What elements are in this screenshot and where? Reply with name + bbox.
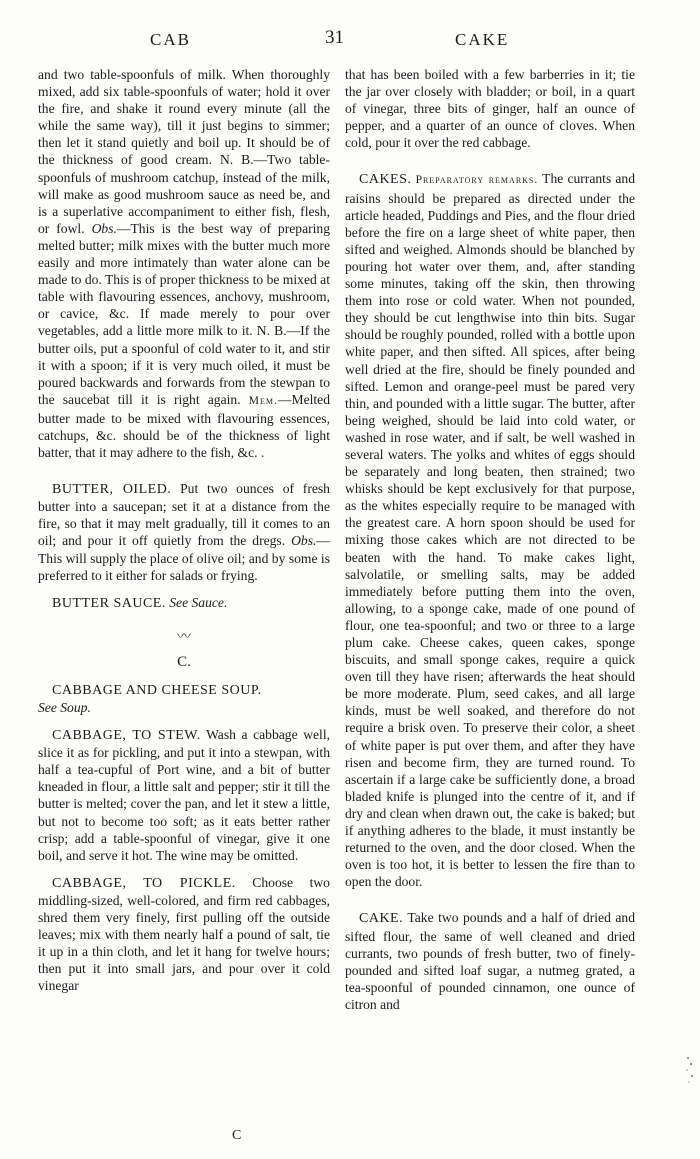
section-letter: C. xyxy=(177,653,191,670)
signature-mark: C xyxy=(232,1128,242,1143)
cake-text: Take two pounds and a half of dried and sifted flour, the same of well cleaned and dried currants, two pounds of fresh butter, two of finely-pounded and sifted loaf sugar, a nutmeg grated, a tea-spoonful of pounded cinnamon, one ounce of citron and xyxy=(345,910,635,1012)
melted-butter-continuation xyxy=(38,66,330,461)
obs-label: Obs. xyxy=(291,533,317,549)
cakes-subheading: Preparatory remarks. xyxy=(415,174,539,187)
cabbage-stew-text: Wash a cabbage well, slice it as for pickling, and put it into a stewpan, with half a tea-cupful of Port wine, and a bit of butter kneaded in flour, a little salt and pepper; stir it till the butter is melted; cover the pan, and let it stew a little, but not to become too soft; as it eats better rather crisp; add a table-spoonful of vinegar, give it one boil, and serve it hot. The wine may be omitted. xyxy=(38,727,331,863)
butter-oiled-heading: BUTTER, OILED. xyxy=(52,482,172,498)
mem-label: Mem. xyxy=(248,394,278,407)
melted-butter-obs: —This is the best way of preparing melted butter; milk mixes with the butter much more easily and more intimately than water alone can be made to do. This is of proper thickness to be mixed at table with flavouring essences, anchovy, mushroom, or cavice, &c. If made merely to pour over vegetables, add a little more milk to it. N. B.—If the butter oils, put a spoonful of cold water to it, and stir it with a spoon; if it is very much oiled, it must be poured backwards and forwards from the stewpan to the saucebat till it is right again. xyxy=(38,220,331,407)
butter-oiled-text: Put two ounces of fresh butter into a saucepan; set it at a distance from the fire, so that it may melt gradually, till it comes to an oil; and pour it off quietly from the dregs. xyxy=(38,481,330,549)
butter-sauce-cross-reference: See Sauce. xyxy=(169,594,228,610)
cabbage-cheese-soup-heading: CABBAGE AND CHEESE SOUP. xyxy=(52,682,262,698)
section-divider-ornament: 〰 xyxy=(177,629,191,645)
melted-butter-mem: —Melted butter made to be mixed with flavouring essences, catchups, &c. should be of the thickness of light batter, that it may adhere to the fish, &c. . xyxy=(38,391,331,461)
butter-sauce-heading: BUTTER SAUCE. xyxy=(52,595,166,611)
butter-sauce-entry xyxy=(38,594,330,612)
page-number: 31 xyxy=(325,27,344,48)
cake-entry xyxy=(345,909,635,1013)
cabbage-pickle-heading: CABBAGE, TO PICKLE. xyxy=(52,875,236,891)
header-guide-word-right: CAKE xyxy=(455,30,510,49)
melted-butter-text: and two table-spoonfuls of milk. When thoroughly mixed, add six table-spoonfuls of water; hold it over the fire, and shake it round every minute (all the while the same way), till it just begins to simmer; then let it stand quietly and boil up. It should be of the thickness of good cream. N. B.—Two table-spoonfuls of mushroom catchup, instead of the milk, will make as good mushroom sauce as need be, and is a superlative accompaniment to either fish, flesh, or fowl. xyxy=(38,67,330,236)
cabbage-stew-heading: CABBAGE, TO STEW. xyxy=(52,728,201,744)
page-edge-stain xyxy=(682,1052,696,1092)
cakes-heading: CAKES. xyxy=(359,172,412,188)
butter-oiled-entry xyxy=(38,480,330,584)
cabbage-pickle-continuation: that has been boiled with a few barberries in it; tie the jar over closely with bladder; or boil, in a quart of vinegar, three bits of ginger, half an ounce of pepper, and a quarter of an ounce of cloves. When cold, pour it over the red cabbage. xyxy=(345,67,635,151)
header-guide-word-left: CAB xyxy=(150,30,191,49)
cakes-text: The currants and raisins should be prepared as directed under the article headed, Puddings and Pies, and the flour dried before the fire on a large sheet of white paper, then sifted and weighed. Almonds should be blanched by pouring hot water over them, and, after standing some minutes, taking off the skin, then throwing them into rose or cold water. When not pounded, they should be cut lengthwise into thin bits. Sugar should be roughly pounded, rolled with a bottle upon white paper, and then sifted. All spices, after being well dried at the fire, should be finely pounded and sifted. Lemon and orange-peel must be pared very thin, and pounded with a little sugar. The butter, after being weighed, should be laid into cold water, or washed in rose water, and if salt, be well washed in several waters. The yolks and whites of eggs should be separately and long beaten, then strained; two whisks should be kept exclusively for that purpose, as the whites especially require to be managed with the greatest care. A horn spoon should be used for mixing those cakes which are not directed to be beaten with the hand. To make cakes light, salvolatile, or smelling salts, may be added immediately before putting them into the oven, allowing, to a sponge cake, made of one pound of flour, one tea-spoonful; and two or three to a large plum cake. Cheese cakes, queen cakes, sponge biscuits, and small sponge cakes, require a quick oven till they have risen; afterwards the heat should be more moderate. Plum, seed cakes, and all large kinds, must be well soaked, and therefore do not require a brisk oven. To preserve their color, a sheet of white paper is put over them, and after they have risen and become firm, they are turned round. To ascertain if a large cake be sufficiently done, a broad bladed knife is plunged into the centre of it, and if dry and clean when drawn out, the cake is baked; but if anything adheres to the blade, it must instantly be returned to the oven, and the door closed. When the oven is too hot, it is better to lessen the fire than to open the door. xyxy=(345,171,635,890)
cabbage-pickle-text: Choose two middling-sized, well-colored, and firm red cabbages, shred them very finely, first pulling off the outside leaves; mix with them nearly half a pound of salt, tie it up in a thin cloth, and let it hang for twelve hours; then put it into small jars, and pour over it cold vinegar xyxy=(38,874,330,994)
cake-heading: CAKE. xyxy=(359,911,404,927)
left-column xyxy=(38,66,330,995)
cakes-entry xyxy=(345,170,635,890)
right-column xyxy=(345,66,635,1013)
cabbage-stew-entry xyxy=(38,726,330,864)
cabbage-pickle-entry xyxy=(38,874,330,995)
cabbage-cheese-soup-cross-reference: See Soup. xyxy=(38,700,91,715)
running-header xyxy=(40,27,660,56)
cabbage-cheese-soup-entry xyxy=(38,681,330,716)
butter-oiled-obs: —This will supply the place of olive oil; and by some is preferred to it either for salads or frying. xyxy=(38,533,330,583)
obs-label: Obs. xyxy=(91,220,117,236)
